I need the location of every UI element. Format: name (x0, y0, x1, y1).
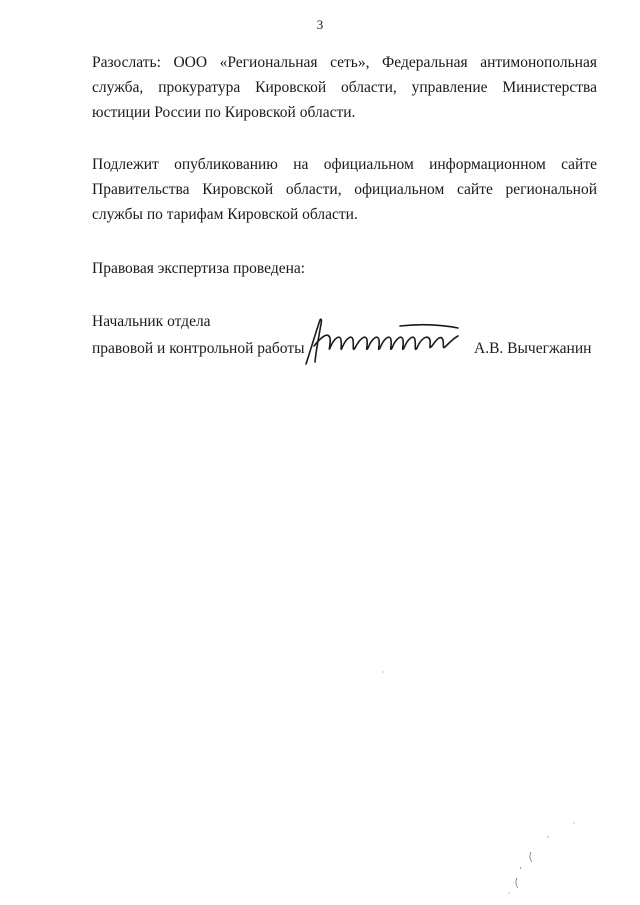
distribution-list: Разослать: ООО «Региональная сеть», Федеральная антимонопольная служба, прокуратура Кировской области, управление Министерства юстиции России по Кировской области. (92, 54, 597, 121)
publication-notice: Подлежит опубликованию на официальном информационном сайте Правительства Кировской области, официальном сайте региональной службы по тарифам Кировской области. (92, 156, 597, 223)
signatory-title-line1: Начальник отдела (92, 313, 211, 330)
page-number: 3 (316, 17, 324, 32)
handwritten-signature (300, 312, 462, 368)
signatory-name: А.В. Вычегжанин (474, 340, 592, 357)
legal-expertise-note: Правовая экспертиза проведена: (92, 260, 306, 277)
signatory-title-line2: правовой и контрольной работы (92, 340, 305, 357)
